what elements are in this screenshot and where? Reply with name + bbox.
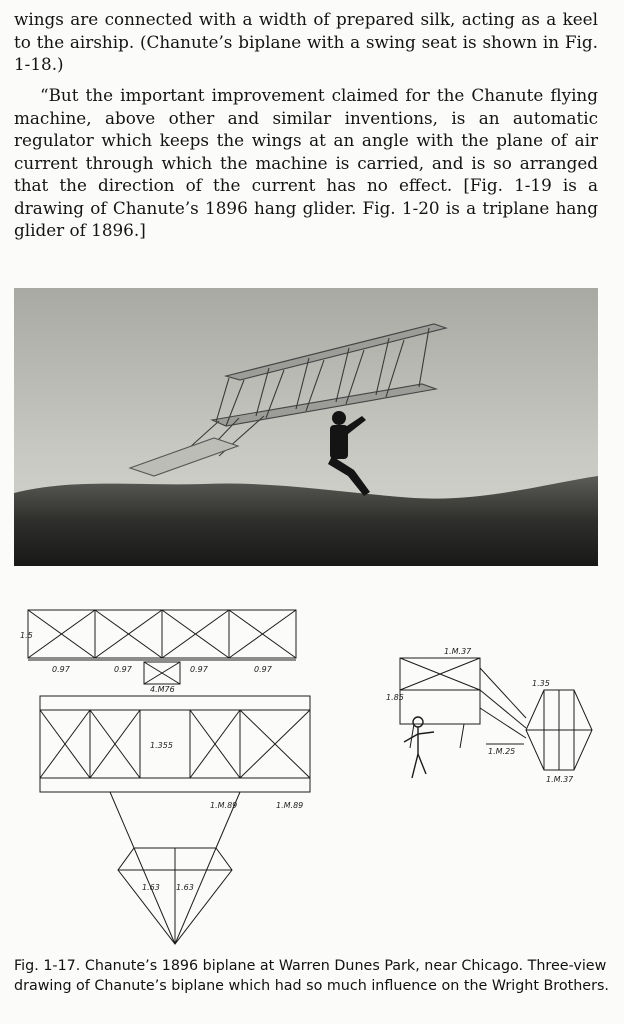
dim-side-tail: 1.M.37 [546,775,574,784]
body-paragraph-1: wings are connected with a width of prepared silk, acting as a keel to the airship. (Chanute’s biplane with a swing seat is shown in Fig. 1-18.) [14,9,598,74]
dim-side-small: 1.35 [532,679,550,688]
dim-side-top: 1.M.37 [444,647,472,656]
dimension-labels [20,631,574,892]
dim-front-bay-1: 0.97 [52,665,70,674]
dim-top-chord: 1.355 [150,741,173,750]
dim-side-gap: 1.85 [386,693,404,702]
three-view-drawing [14,598,614,950]
glider-photo-art [14,288,598,566]
dim-front-bay-3: 0.97 [190,665,208,674]
dim-side-length: 1.M.25 [488,747,516,756]
dim-front-bay-4: 0.97 [254,665,272,674]
three-view-drawing-art [14,598,614,950]
pilot-sketch [404,717,434,778]
dim-front-gap: 1.5 [20,631,33,640]
top-view [40,696,310,944]
body-paragraph-2: “But the important improvement claimed for the Chanute flying machine, above other and similar inventions, is an automatic regulator which keeps the wings at an angle with the plane of air current through which the machine is carried, and is so arranged that the direction of the current has no effect. [Fig. 1-19 is a drawing of Chanute’s 1896 hang glider. Fig. 1-20 is a triplane hang glider of 1896.] [14,85,598,240]
dim-front-bay-2: 0.97 [114,665,132,674]
dim-top-bay-1: 1.M.89 [210,801,238,810]
dim-tail-1: 1.63 [142,883,160,892]
dim-top-span: 4.M76 [150,685,175,694]
dim-top-bay-2: 1.M.89 [276,801,304,810]
figure-caption: Fig. 1-17. Chanute’s 1896 biplane at Warren Dunes Park, near Chicago. Three-view drawing of Chanute’s biplane which had so much influence on the Wright Brothers. [14,958,609,994]
dim-tail-2: 1.63 [176,883,194,892]
glider-photo [14,288,598,566]
